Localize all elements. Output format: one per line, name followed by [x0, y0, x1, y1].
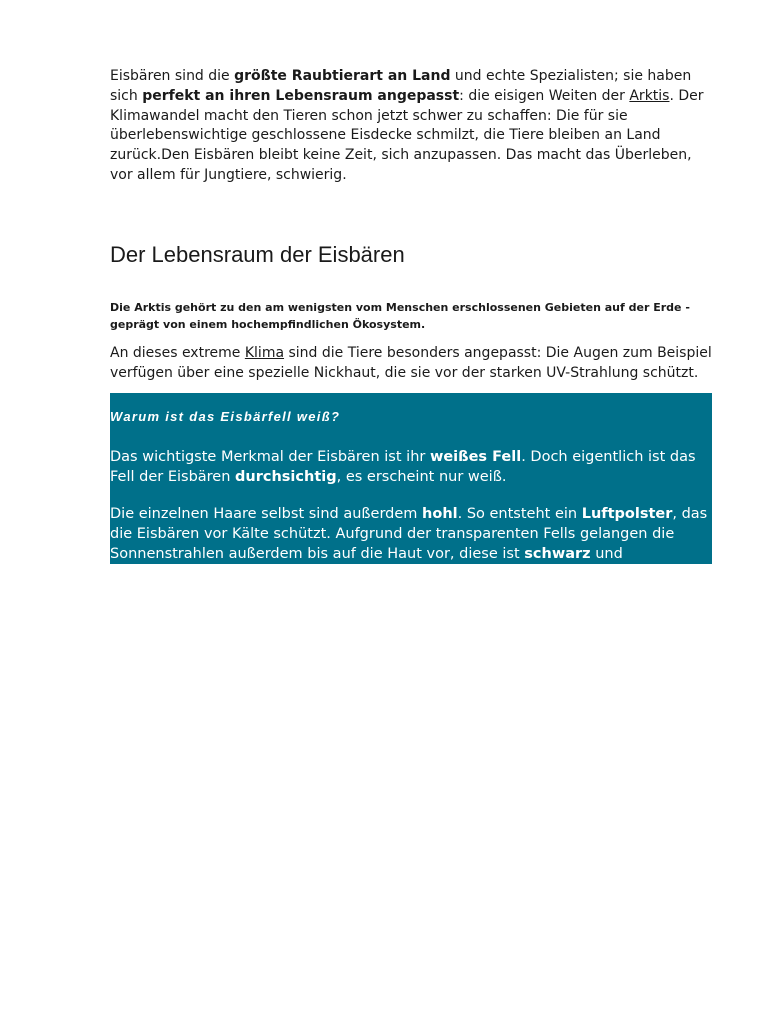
infobox-bold: durchsichtig — [235, 468, 337, 485]
infobox-paragraph-2 — [110, 505, 712, 564]
infobox-title: Warum ist das Eisbärfell weiß? — [110, 409, 341, 424]
intro-text: Eisbären sind die — [110, 68, 235, 84]
infobox-text: Das wichtigste Merkmal der Eisbären ist ihr — [110, 449, 430, 465]
infobox-text: , das die Eisbären vor Kälte schützt. Aufgrund der transparenten Fells gelangen die Sonnenstrahlen außerdem bis auf die Haut vor, diese ist — [110, 506, 708, 562]
infobox-bold: weißes Fell — [429, 449, 522, 465]
intro-text: . Der Klimawandel macht den Tieren schon jetzt schwer zu schaffen: Die für sie überlebenswichtige geschlossene Eisdecke schmilzt, die Tiere bleiben an Land zurück.Den Eisbären bleibt keine Zeit, sich anzupassen. Das macht das Überleben, vor allem für Jungtiere, schwierig. — [110, 87, 704, 183]
climate-text: An dieses extreme — [110, 345, 245, 361]
infobox-text: Die einzelnen Haare selbst sind außerdem — [110, 506, 423, 522]
infobox-bold: schwarz — [524, 545, 591, 562]
klima-link[interactable]: Klima — [244, 345, 285, 361]
infobox-text: und — [590, 545, 623, 562]
intro-bold-adapted: perfekt an ihren Lebensraum angepasst — [142, 87, 460, 104]
infobox-text: . So entsteht ein — [457, 506, 582, 522]
section-title: Der Lebensraum der Eisbären — [110, 242, 405, 267]
infobox-bold: hohl — [422, 506, 458, 522]
infobox-paragraph-1 — [110, 448, 712, 488]
section-lead: Die Arktis gehört zu den am wenigsten vom Menschen erschlossenen Gebieten auf der Erde - geprägt von einem hochempfindlichen Ökosystem. — [110, 301, 690, 331]
intro-bold-largest-predator: größte Raubtierart an Land — [234, 68, 451, 84]
fur-infobox — [110, 393, 712, 564]
climate-text: sind die Tiere besonders angepasst: Die Augen zum Beispiel verfügen über eine spezielle Nickhaut, die sie vor der starken UV-Strahlung schützt. — [110, 345, 712, 381]
infobox-text: , es erscheint nur weiß. — [336, 468, 507, 485]
article-body — [110, 67, 715, 562]
intro-text: : die eisigen Weiten der — [459, 87, 630, 104]
infobox-text: . Doch eigentlich ist das Fell der Eisbären — [110, 449, 696, 485]
infobox-bold: Luftpolster — [581, 506, 673, 522]
arktis-link[interactable]: Arktis — [629, 87, 670, 104]
intro-paragraph — [110, 67, 715, 186]
climate-paragraph — [110, 344, 715, 384]
intro-text: und echte Spezialisten; sie haben sich — [110, 68, 692, 104]
